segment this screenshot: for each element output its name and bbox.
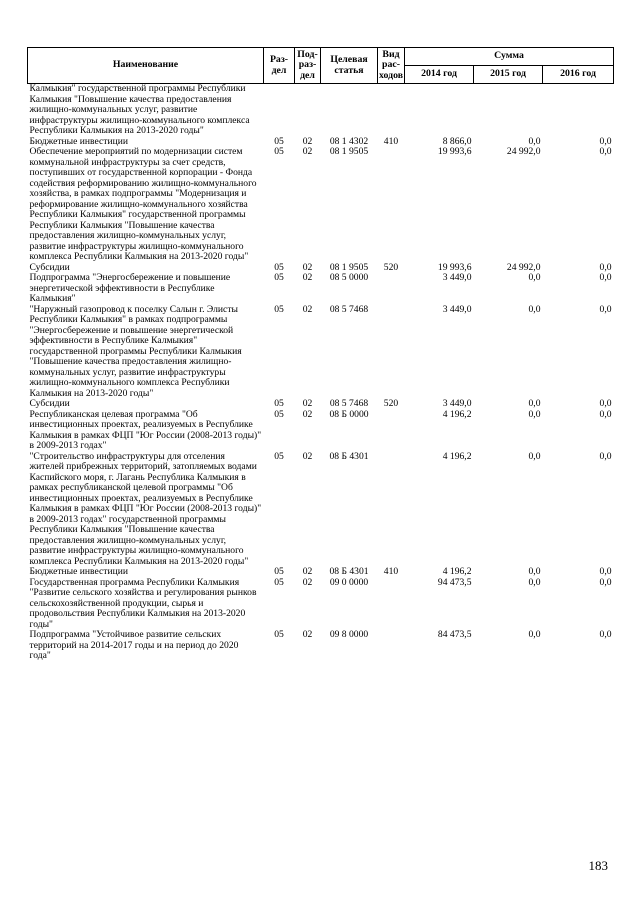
row-amount-2016: 0,0 [599, 576, 612, 588]
table-body [28, 84, 614, 662]
row-vid: 410 [383, 566, 399, 577]
row-podrazdel: 02 [302, 566, 313, 577]
row-vid [378, 273, 405, 305]
row-amount-2016 [543, 84, 614, 137]
row-podrazdel [295, 84, 321, 137]
row-amount-2015 [474, 84, 543, 137]
row-amount-2014: 94 473,5 [437, 576, 472, 588]
row-razdel: 05 [274, 629, 284, 640]
row-amount-2016: 0,0 [599, 398, 612, 409]
row-vid [378, 410, 405, 452]
row-amount-2014: 4 196,2 [442, 566, 472, 577]
table-row [28, 630, 614, 662]
header-2014: 2014 год [405, 66, 474, 84]
row-amount-2014 [405, 84, 474, 137]
row-name: Государственная программа Республики Калмыкия "Развитие сельского хозяйства и регулирования рынков сельскохозяйственной продукции, сырья и продовольствия Республики Калмыкия на 2013-2020 годы" [29, 576, 257, 630]
header-name: Наименование [28, 48, 264, 84]
row-amount-2015: 0,0 [528, 303, 541, 315]
row-statya: 08 Б 0000 [329, 408, 369, 420]
header-vid: Вид рас-ходов [378, 48, 405, 84]
row-amount-2016: 0,0 [599, 450, 612, 462]
row-razdel: 05 [274, 450, 284, 462]
row-statya: 08 1 4302 [329, 135, 369, 147]
row-vid [378, 630, 405, 662]
table-row [28, 305, 614, 400]
row-vid: 520 [383, 398, 399, 409]
row-vid [378, 84, 405, 137]
row-podrazdel: 02 [302, 135, 313, 147]
row-razdel: 05 [274, 398, 284, 409]
budget-table [27, 47, 614, 662]
row-amount-2015: 0,0 [528, 135, 541, 147]
row-amount-2015: 24 992,0 [506, 146, 541, 157]
table-row [28, 273, 614, 305]
row-name: Бюджетные инвестиции [29, 566, 128, 577]
table-row [28, 84, 614, 137]
row-podrazdel: 02 [302, 261, 313, 273]
row-razdel [264, 84, 295, 137]
row-statya: 08 Б 4301 [329, 450, 369, 462]
row-vid [378, 578, 405, 631]
table-row [28, 452, 614, 568]
row-podrazdel: 02 [302, 272, 313, 283]
row-amount-2016: 0,0 [599, 303, 612, 315]
row-vid: 410 [383, 135, 399, 147]
row-amount-2014: 84 473,5 [437, 629, 472, 640]
row-amount-2015: 0,0 [528, 629, 541, 640]
row-amount-2015: 0,0 [528, 272, 541, 283]
row-amount-2015: 0,0 [528, 408, 541, 420]
row-podrazdel: 02 [302, 450, 313, 462]
header-2015: 2015 год [474, 66, 543, 84]
table-row [28, 567, 614, 578]
table-row [28, 578, 614, 631]
row-podrazdel: 02 [302, 398, 313, 409]
row-amount-2014: 4 196,2 [442, 450, 472, 462]
header-razdel: Раз-дел [264, 48, 295, 84]
row-amount-2014: 19 993,6 [437, 261, 472, 273]
header-2016: 2016 год [543, 66, 614, 84]
row-amount-2014: 3 449,0 [442, 398, 472, 409]
row-statya: 08 Б 4301 [329, 566, 369, 577]
page-number: 183 [588, 858, 608, 873]
row-amount-2015: 0,0 [528, 566, 541, 577]
row-name: Обеспечение мероприятий по модернизации систем коммунальной инфраструктуры за счет средств, поступивших от государственной корпорации - Фонда содействия реформированию жилищно-коммунального хозяйства, в рамках подпрограммы "Модернизация и реформирование жилищно-коммунального хозяйства Республики Калмыкия" государственной программы Республики Калмыкия "Повышение качества предоставления жилищно-коммунальных услуг, развитие инфраструктуры жилищно-коммунального комплекса Республики Калмыкия на 2013-2020 годы" [29, 146, 257, 262]
row-name: Подпрограмма "Устойчивое развитие сельских территорий на 2014-2017 годы и на период до 2020 года" [29, 629, 239, 661]
row-name: Республиканская целевая программа "Об инвестиционных проектах, реализуемых в Республике Калмыкия в рамках ФЦП "Юг России (2008-2013 годы)" в 2009-2013 годах" [29, 408, 262, 451]
row-name: Субсидии [29, 261, 70, 273]
row-statya: 08 1 9505 [329, 261, 369, 273]
row-vid [378, 305, 405, 400]
row-amount-2016: 0,0 [599, 272, 612, 283]
row-amount-2015: 24 992,0 [506, 261, 541, 273]
row-statya: 09 0 0000 [329, 576, 369, 588]
row-statya: 08 5 7468 [329, 398, 369, 409]
row-podrazdel: 02 [302, 303, 313, 315]
row-vid: 520 [383, 261, 399, 273]
row-statya [321, 84, 378, 137]
row-podrazdel: 02 [302, 146, 313, 157]
row-statya: 08 5 0000 [329, 272, 369, 283]
row-name: Калмыкия" государственной программы Республики Калмыкия "Повышение качества предоставления жилищно-коммунальных услуг, развитие инфраструктуры жилищно-коммунального комплекса Республики Калмыкия на 2013-2020 годы" [29, 83, 250, 136]
row-podrazdel: 02 [302, 408, 313, 420]
row-amount-2014: 4 196,2 [442, 408, 472, 420]
row-amount-2015: 0,0 [528, 398, 541, 409]
row-name: Субсидии [29, 398, 70, 409]
header-podrazdel: Под-раз-дел [295, 48, 321, 84]
row-name: Подпрограмма "Энергосбережение и повышение энергетической эффективности в Республике Калмыкия" [29, 272, 231, 304]
row-razdel: 05 [274, 135, 284, 147]
row-razdel: 05 [274, 303, 284, 315]
row-name: "Строительство инфраструктуры для отселения жителей прибрежных территорий, затопляемых водами Каспийского моря, г. Лагань Республика Калмыкия в рамках республиканской целевой программы "Об инвестиционных проектах, реализуемых в Республике Калмыкия в рамках ФЦП "Юг России (2008-2013 годы)" в 2009-2013 годах" государственной программы Республики Калмыкия "Повышение качества предоставления жилищно-коммунальных услуг, развитие инфраструктуры жилищно-коммунального комплекса Республики Калмыкия на 2013-2020 годы" [29, 450, 262, 567]
table-row [28, 147, 614, 263]
row-amount-2016: 0,0 [599, 146, 612, 157]
row-amount-2016: 0,0 [599, 135, 612, 147]
row-statya: 08 5 7468 [329, 303, 369, 315]
header-summa: Сумма [405, 48, 614, 66]
row-vid [378, 452, 405, 568]
row-razdel: 05 [274, 146, 284, 157]
row-amount-2014: 3 449,0 [442, 303, 472, 315]
row-amount-2014: 19 993,6 [437, 146, 472, 157]
header-statya: Целевая статья [321, 48, 378, 84]
row-razdel: 05 [274, 261, 284, 273]
row-amount-2016: 0,0 [599, 408, 612, 420]
row-amount-2016: 0,0 [599, 566, 612, 577]
row-razdel: 05 [274, 272, 284, 283]
row-statya: 08 1 9505 [329, 146, 369, 157]
table-row [28, 410, 614, 452]
row-amount-2014: 8 866,0 [442, 135, 472, 147]
row-amount-2015: 0,0 [528, 450, 541, 462]
row-name: Бюджетные инвестиции [29, 135, 128, 147]
row-podrazdel: 02 [302, 629, 313, 640]
row-razdel: 05 [274, 408, 284, 420]
row-podrazdel: 02 [302, 576, 313, 588]
row-amount-2015: 0,0 [528, 576, 541, 588]
row-razdel: 05 [274, 576, 284, 588]
row-amount-2014: 3 449,0 [442, 272, 472, 283]
row-name: "Наружный газопровод к поселку Салын г. Элисты Республики Калмыкия" в рамках подпрограммы "Энергосбережение и повышение энергетической эффективности в Республике Калмыкия" государственной программы Республики Калмыкия "Повышение качества предоставления жилищно-коммунальных услуг, развитие инфраструктуры жилищно-коммунального комплекса Республики Калмыкия на 2013-2020 годы" [29, 303, 242, 399]
row-razdel: 05 [274, 566, 284, 577]
row-amount-2016: 0,0 [599, 261, 612, 273]
row-statya: 09 8 0000 [329, 629, 369, 640]
row-amount-2016: 0,0 [599, 629, 612, 640]
row-vid [378, 147, 405, 263]
table-row [28, 399, 614, 410]
